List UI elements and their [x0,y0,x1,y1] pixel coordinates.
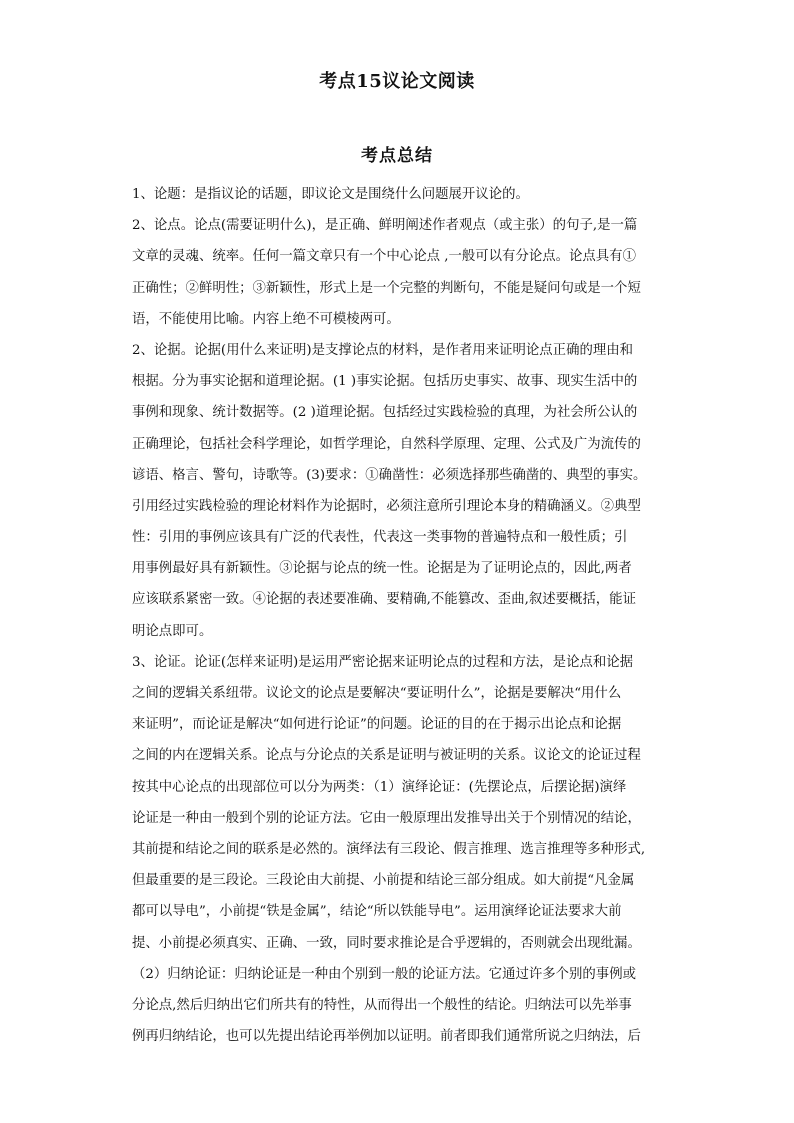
text-line: 1、论题：是指议论的话题，即议论文是围绕什么问题展开议论的。 [132,187,529,202]
text-line: 都可以导电”，小前提“铁是金属”，结论“所以铁能导电”。运用演绎论证法要求大前 [132,904,622,920]
text-line: 文章的灵魂、统率。任何一篇文章只有一个中心论点 ,一般可以有分论点。论点具有① [132,249,636,265]
text-line: 例再归纳结论，也可以先提出结论再举例加以证明。前者即我们通常所说之归纳法，后 [132,1029,641,1045]
text-line: 明论点即可。 [132,623,213,639]
text-line: 按其中心论点的出现部位可以分为两类：（1）演绎论证：(先摆论点，后摆论据)演绎 [132,779,627,795]
text-line: 来证明”，而论证是解决“如何进行论证”的问题。论证的目的在于揭示出论点和论据 [132,717,622,733]
text-line: 正确性；②鲜明性；③新颖性，形式上是一个完整的判断句，不能是疑问句或是一个短 [132,280,641,296]
text-line: 2、论据。论据(用什么来证明)是支撑论点的材料，是作者用来证明论点正确的理由和 [132,342,634,358]
text-line: 3、论证。论证(怎样来证明)是运用严密论据来证明论点的过程和方法，是论点和论据 [132,654,634,670]
text-line: 性：引用的事例应该具有广泛的代表性，代表这一类事物的普遍特点和一般性质；引 [132,530,628,546]
text-line: 事例和现象、统计数据等。(2 )道理论据。包括经过实践检验的真理，为社会所公认的 [132,405,638,421]
body-text [132,179,672,1052]
text-line: 提、小前提必须真实、正确、一致，同时要求推论是合乎逻辑的，否则就会出现纰漏。 [132,935,641,951]
text-line: 论证是一种由一般到个别的论证方法。它由一般原理出发推导出关于个别情况的结论， [132,810,641,826]
text-line: 分论点,然后归纳出它们所共有的特性，从而得出一个般性的结论。归纳法可以先举事 [132,997,632,1013]
text-line: 但最重要的是三段论。三段论由大前提、小前提和结论三部分组成。如大前提“凡金属 [132,873,635,889]
text-line: 之间的内在逻辑关系。论点与分论点的关系是证明与被证明的关系。议论文的论证过程 [132,748,641,764]
text-line: 谚语、格言、警句，诗歌等。(3)要求：①确凿性：必须选择那些确凿的、典型的事实。 [132,467,647,483]
page-title: 考点15议论文阅读 [319,71,475,92]
text-line: 应该联系紧密一致。④论据的表述要准确、要精确,不能篡改、歪曲,叙述要概括，能证 [132,592,636,608]
section-heading: 考点总结 [361,146,433,166]
text-line: 其前提和结论之间的联系是必然的。演绎法有三段论、假言推理、选言推理等多种形式, [132,841,646,857]
text-line: 正确理论，包括社会科学理论，如哲学理论，自然科学原理、定理、公式及广为流传的 [132,436,641,452]
text-line: 引用经过实践检验的理论材料作为论据时，必须注意所引理论本身的精确涵义。②典型 [132,498,641,514]
text-line: 2、论点。论点(需要证明什么)，是正确、鲜明阐述作者观点（或主张）的句子,是一篇 [132,218,638,234]
text-line: 语，不能使用比喻。内容上绝不可模棱两可。 [132,311,400,327]
text-line: 之间的逻辑关系纽带。议论文的论点是要解决“要证明什么”，论据是要解决“用什么 [132,686,622,701]
text-line: 用事例最好具有新颖性。③论据与论点的统一性。论据是为了证明论点的，因此,两者 [132,561,632,577]
text-line: 根据。分为事实论据和道理论据。(1 )事实论据。包括历史事实、故事、现实生活中的 [132,374,638,390]
text-line: （2）归纳论证：归纳论证是一种由个别到一般的论证方法。它通过许多个别的事例或 [132,966,636,982]
